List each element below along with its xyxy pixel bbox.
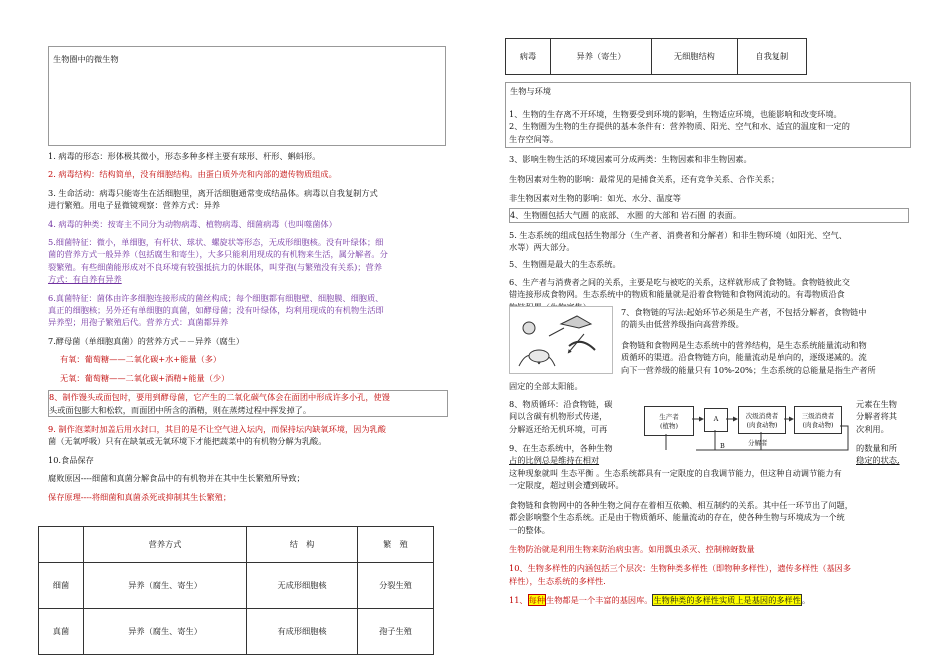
food-chain-illustration <box>509 306 613 374</box>
r-para-11-highlight-1: 每种 <box>528 595 545 606</box>
para-7a: 有氧：葡萄糖——二氧化碳+水+能量（多） <box>60 354 222 365</box>
r-para-11 <box>509 594 909 606</box>
table-cell: 自我复制 <box>737 39 806 75</box>
flow-arrows <box>636 396 852 458</box>
para-10a: 腐败原因----细菌和真菌分解食品中的有机物并在其中生长繁殖所导致； <box>48 473 305 484</box>
para-6b: 真正的细胞核；另外还有单细胞的真菌，如酵母菌；没有叶绿体，均利用现成的有机物生活即 <box>48 305 384 316</box>
r-para-7d: 质循环的渠道。沿食物链方向，能量流动是单向的，逐级递减的。流 <box>621 352 867 363</box>
r-para-2a: 2、生物圈为生物的生存提供的基本条件有：营养物质、阳光、空气和水、适宜的温度和一定的 <box>509 121 850 132</box>
table-header-cell: 结 构 <box>247 527 358 563</box>
table-cell: 孢子生殖 <box>357 609 433 655</box>
para-6a: 6.真菌特征：菌体由许多细胞连接形成的菌丝构成；每个细胞都有细胞壁、细胞膜、细胞质、 <box>48 292 384 303</box>
r-para-9b: 占的比例总是维持在相对 <box>509 455 600 466</box>
para-5c: 裂繁殖。有些细菌能形成对不良环境有较强抵抗力的休眠体，叫芽孢(与繁殖没有关系)；营养 <box>48 261 382 272</box>
r-para-3b: 非生物因素对生物的影响：如光、水分、温度等 <box>509 193 681 204</box>
node-b-label: B <box>720 442 725 450</box>
microbe-table <box>38 526 434 655</box>
section-title: 生物圈中的微生物 <box>53 54 119 64</box>
table-cell: 病毒 <box>506 39 551 75</box>
table-cell: 无成形细胞核 <box>247 563 358 609</box>
r-para-9g: 一的整体。 <box>509 524 550 535</box>
r-para-7e: 向下一营养级的能量只有 10%-20%；生态系统的总能量是指生产者所 <box>621 364 876 375</box>
r-para-9d: 一定限度，超过则会遭到破坏。 <box>509 480 624 491</box>
r-para-4: 4、生物圈包括大气圈 的底部、 水圈 的大部和 岩石圈 的表面。 <box>510 210 742 221</box>
table-row <box>39 563 434 609</box>
r-para-8c: 分解返还给无机环境，可再 <box>509 423 608 434</box>
table-header-cell: 繁 殖 <box>357 527 433 563</box>
r-para-9e: 食物链和食物网中的各种生物之间存在着相互依赖、相互制约的关系。其中任一环节出了问题， <box>509 499 853 510</box>
para-10b: 保存原理----将细菌和真菌杀死或抑制其生长繁殖； <box>48 491 232 502</box>
r-para-5a: 5. 生态系统的组成包括生物部分（生产者、消费者和分解者）和非生物环境（如阳光、空气、 <box>509 229 847 240</box>
r-para-3: 3、影响生物生活的环境因素可分成两类：生物因素和非生物因素。 <box>509 154 752 165</box>
r-para-9c: 这种现象就叫 生态平衡 。生态系统都具有一定限度的自我调节能力，但这种自动调节能力有 <box>509 468 842 478</box>
para-5a: 5.细菌特征：微小，单细胞，有杆状、球状、螺旋状等形态，无成形细胞核。没有叶绿体；细 <box>48 237 384 248</box>
para-3a: 3. 生命活动：病毒只能寄生在活细胞里，离开活细胞通常变成结晶体。病毒以自我复制方式 <box>48 187 378 198</box>
para-9a: 9. 制作泡菜时加盖后用水封口，其目的是不让空气进入坛内，而保持坛内缺氧环境，因为乳酸 <box>48 423 386 434</box>
r-para-1: 1、生物的生存离不开环境，生物要受到环境的影响，生物适应环境，也能影响和改变环境。 <box>509 109 842 119</box>
carbon-cycle-text-left <box>509 398 639 435</box>
table-cell: 细菌 <box>39 563 84 609</box>
para-7b: 无氧：葡萄糖——二氧化碳+酒精+能量（少） <box>60 372 230 383</box>
r-para-7b: 的箭头由低营养级指向高营养级。 <box>621 319 744 330</box>
r-para-2b: 生存空间等。 <box>509 133 559 144</box>
table-header-row <box>39 527 434 563</box>
r-para-8a: 8、物质循环：沿食物链，碳 <box>509 399 613 409</box>
table-cell: 异养（腐生、寄生） <box>84 609 247 655</box>
r-para-8r3: 次利用。 <box>856 423 889 434</box>
para-2: 2. 病毒结构：结构简单，没有细胞结构。由蛋白质外壳和内部的遗传物质组成。 <box>48 169 337 180</box>
balance-text-right <box>856 442 916 467</box>
table-cell: 无细胞结构 <box>652 39 737 75</box>
table-header-cell: 营养方式 <box>84 527 247 563</box>
food-chain-drawing <box>509 306 613 374</box>
r-para-7a: 7、食物链的写法:起始环节必须是生产者，不包括分解者，食物链中 <box>621 307 867 317</box>
r-para-9r1: 的数量和所 <box>856 443 897 453</box>
producer-sub-label: (植物) <box>659 422 679 430</box>
virus-table-row <box>505 38 807 75</box>
para-6c: 异养型；用孢子繁殖后代。营养方式：真菌都异养 <box>48 317 229 328</box>
table-cell: 分裂生殖 <box>357 563 433 609</box>
para-5b: 菌的营养方式一般异养（包括腐生和寄生），大多只能利用现成的有机物来生活，属分解者。分 <box>48 249 388 260</box>
para-8a: 8、制作馒头或面包时，要用到酵母菌，它产生的二氧化碳气体会在面团中形成许多小孔，使馒 <box>49 392 390 403</box>
r-para-6b: 错连接形成食物网。生态系统中的物质和能量就是沿着食物链和食物网流动的。有毒物质沿食 <box>509 289 845 300</box>
r-para-10b: 样性），生态系统的多样性. <box>509 575 606 586</box>
section-title-box <box>48 46 446 146</box>
env-title: 生物与环境 <box>510 86 551 96</box>
producer-label: 生产者 <box>659 413 679 421</box>
r-para-11-num: 11、 <box>509 595 528 606</box>
r-para-5c: 5、生物圈是最大的生态系统。 <box>509 258 621 269</box>
r-para-11-end: 。 <box>801 595 811 606</box>
r-para-7c: 食物链和食物网是生态系统中的营养结构，是生态系统能量流动和物 <box>621 339 867 350</box>
r-para-6a: 6、生产者与消费者之间的关系，主要是吃与被吃的关系，这样就形成了食物链。食物链彼此交 <box>509 277 850 288</box>
r-para-11-highlight-2: 生物种类的多样性实质上是基因的多样性 <box>653 595 801 606</box>
para-8-box <box>48 390 448 417</box>
table-header-cell <box>39 527 84 563</box>
r-para-5b: 水等）两大部分。 <box>509 242 575 253</box>
table-cell: 真菌 <box>39 609 84 655</box>
energy-flow-diagram <box>636 396 852 458</box>
r-para-9f: 都会影响整个生态系统。正是由于物质循环、能量流动的存在，使各种生物与环境成为一个统 <box>509 512 845 523</box>
para-7: 7.酵母菌（单细胞真菌）的营养方式－－异养（腐生） <box>48 335 245 346</box>
node-a-label: A <box>713 415 719 423</box>
right-body <box>509 108 909 313</box>
para-3b: 进行繁殖。用电子显微镜观察：营养方式：异养 <box>48 200 220 211</box>
secondary-consumer-sub-label: (肉食动物) <box>746 421 778 429</box>
right-body-3 <box>509 467 909 607</box>
para-9b: 菌（无氧呼吸）只有在缺氧或无氧环境下才能把蔬菜中的有机物分解为乳酸。 <box>48 436 327 447</box>
table-cell: 异养（腐生、寄生） <box>84 563 247 609</box>
r-para-8r2: 分解者将其 <box>856 411 897 422</box>
balance-text-left <box>509 442 649 467</box>
para-1: 1. 病毒的形态：形体极其微小，形态多种多样主要有球形、杆形、蝌蚪形。 <box>48 151 321 161</box>
right-body-2 <box>621 306 911 376</box>
r-para-11-text: 生物都是一个丰富的基因库。 <box>546 595 653 606</box>
r-para-8b: 间以含碳有机物形式传递， <box>509 411 608 422</box>
table-row <box>39 609 434 655</box>
para-5d: 方式：有自养有异养 <box>48 274 122 285</box>
table-cell: 有成形细胞核 <box>247 609 358 655</box>
para-8b: 头或面包膨大和松软，而面团中所含的酒精，则在蒸烤过程中挥发掉了。 <box>49 404 312 415</box>
r-para-4-box <box>509 208 909 222</box>
tertiary-consumer-label: 三级消费者 <box>801 412 835 420</box>
r-para-9a: 9、在生态系统中，各种生物 <box>509 443 613 453</box>
decomposer-label: 分解者 <box>748 439 768 447</box>
table-cell: 异养（寄生） <box>551 39 652 75</box>
r-para-3a: 生物因素对生物的影响：最常见的是捕食关系，还有竞争关系、合作关系； <box>509 173 780 184</box>
carbon-cycle-text-right <box>856 398 912 435</box>
left-body <box>48 150 448 503</box>
secondary-consumer-label: 次级消费者 <box>745 412 779 420</box>
tertiary-consumer-sub-label: (肉食动物) <box>802 421 834 429</box>
r-para-9h: 生物防治就是利用生物来防治病虫害。如用瓢虫杀灭、控制棉蚜数量 <box>509 544 755 555</box>
table-row <box>506 39 807 75</box>
r-para-10a: 10、生物多样性的内涵包括三个层次：生物种类多样性（即物种多样性），遗传多样性（基因多 <box>509 563 852 574</box>
r-para-7f: 固定的全部太阳能。 <box>509 381 583 391</box>
para-10: 10.食品保存 <box>48 454 94 465</box>
r-para-9r2: 稳定的状态, <box>856 455 900 466</box>
r-para-8r1: 元素在生物 <box>856 399 897 409</box>
para-4: 4. 病毒的种类：按寄主不同分为动物病毒、植物病毒、细菌病毒（也叫噬菌体） <box>48 218 337 229</box>
